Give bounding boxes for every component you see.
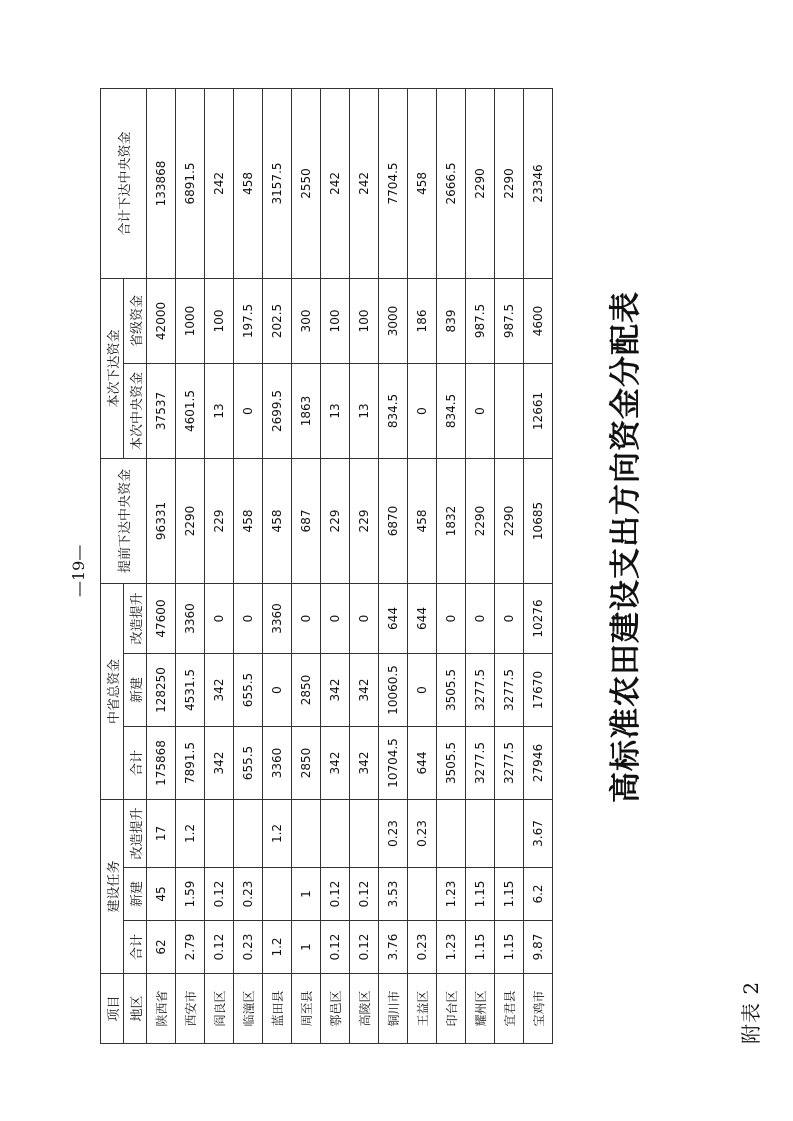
header-task-new: 新建 — [124, 868, 147, 921]
cell-task-upgrade — [321, 800, 350, 868]
cell-task-new: 6.2 — [524, 868, 553, 921]
cell-fund-upgrade: 0 — [292, 583, 321, 653]
cell-task-new: 0.12 — [350, 868, 379, 921]
cell-district: 印台区 — [437, 974, 466, 1044]
cell-current-central: 4601.5 — [176, 363, 205, 458]
cell-task-new: 1.15 — [466, 868, 495, 921]
cell-task-upgrade: 17 — [147, 800, 176, 868]
cell-fund-upgrade: 0 — [350, 583, 379, 653]
cell-total-central: 2290 — [495, 88, 524, 278]
cell-fund-upgrade: 644 — [379, 583, 408, 653]
cell-task-total: 1.2 — [263, 921, 292, 974]
cell-district: 宜君县 — [495, 974, 524, 1044]
cell-fund-total: 342 — [321, 727, 350, 800]
cell-task-total: 3.76 — [379, 921, 408, 974]
table-body — [147, 88, 553, 1043]
cell-fund-upgrade: 3360 — [176, 583, 205, 653]
cell-task-new — [408, 868, 437, 921]
cell-task-new: 45 — [147, 868, 176, 921]
cell-task-total: 1.15 — [495, 921, 524, 974]
cell-current-central: 37537 — [147, 363, 176, 458]
cell-task-total: 62 — [147, 921, 176, 974]
header-current-group: 本次下达资金 — [101, 278, 124, 458]
cell-task-new: 3.53 — [379, 868, 408, 921]
cell-district: 阎良区 — [205, 974, 234, 1044]
cell-advance: 96331 — [147, 458, 176, 583]
header-fund-group: 中省总资金 — [101, 583, 124, 799]
cell-fund-upgrade: 0 — [205, 583, 234, 653]
cell-provincial: 100 — [350, 278, 379, 363]
header-task-group: 建设任务 — [101, 800, 124, 974]
cell-task-upgrade — [350, 800, 379, 868]
cell-advance: 687 — [292, 458, 321, 583]
cell-fund-upgrade: 0 — [466, 583, 495, 653]
cell-fund-total: 3277.5 — [495, 727, 524, 800]
cell-fund-total: 342 — [205, 727, 234, 800]
cell-current-central: 834.5 — [379, 363, 408, 458]
cell-fund-total: 3277.5 — [466, 727, 495, 800]
cell-fund-new: 3505.5 — [437, 654, 466, 727]
cell-total-central: 2550 — [292, 88, 321, 278]
table-row — [437, 88, 466, 1043]
header-district: 地区 — [124, 974, 147, 1044]
cell-total-central: 242 — [205, 88, 234, 278]
cell-task-total: 2.79 — [176, 921, 205, 974]
cell-total-central: 133868 — [147, 88, 176, 278]
cell-district: 临潼区 — [234, 974, 263, 1044]
cell-current-central: 13 — [350, 363, 379, 458]
cell-advance: 458 — [234, 458, 263, 583]
page-number: —19— — [69, 544, 88, 597]
cell-fund-new: 10060.5 — [379, 654, 408, 727]
cell-advance: 6870 — [379, 458, 408, 583]
cell-fund-total: 655.5 — [234, 727, 263, 800]
cell-provincial: 42000 — [147, 278, 176, 363]
cell-task-total: 0.12 — [350, 921, 379, 974]
cell-task-total: 9.87 — [524, 921, 553, 974]
cell-fund-upgrade: 0 — [495, 583, 524, 653]
cell-provincial: 987.5 — [495, 278, 524, 363]
cell-task-upgrade: 1.2 — [263, 800, 292, 868]
cell-district: 高陵区 — [350, 974, 379, 1044]
page-title: 高标准农田建设支出方向资金分配表 — [608, 291, 644, 803]
table-row — [524, 88, 553, 1043]
header-task-upgrade: 改造提升 — [124, 800, 147, 868]
cell-advance: 2290 — [495, 458, 524, 583]
cell-fund-total: 7891.5 — [176, 727, 205, 800]
cell-fund-new: 0 — [408, 654, 437, 727]
cell-district: 周至县 — [292, 974, 321, 1044]
table-row — [379, 88, 408, 1043]
fund-allocation-table — [100, 88, 553, 1044]
cell-advance: 1832 — [437, 458, 466, 583]
cell-fund-new: 3277.5 — [495, 654, 524, 727]
cell-provincial: 3000 — [379, 278, 408, 363]
cell-district: 铜川市 — [379, 974, 408, 1044]
cell-fund-new: 2850 — [292, 654, 321, 727]
cell-advance: 229 — [350, 458, 379, 583]
cell-provincial: 1000 — [176, 278, 205, 363]
cell-task-new: 0.23 — [234, 868, 263, 921]
cell-district: 鄠邑区 — [321, 974, 350, 1044]
cell-total-central: 7704.5 — [379, 88, 408, 278]
cell-task-total: 1 — [292, 921, 321, 974]
cell-advance: 229 — [205, 458, 234, 583]
cell-task-upgrade: 3.67 — [524, 800, 553, 868]
header-fund-upgrade: 改造提升 — [124, 583, 147, 653]
table-row — [350, 88, 379, 1043]
cell-advance: 458 — [408, 458, 437, 583]
cell-task-new: 1.15 — [495, 868, 524, 921]
cell-provincial: 987.5 — [466, 278, 495, 363]
cell-current-central: 12661 — [524, 363, 553, 458]
cell-fund-total: 644 — [408, 727, 437, 800]
cell-task-new: 0.12 — [205, 868, 234, 921]
header-current-central: 本次中央资金 — [124, 363, 147, 458]
cell-provincial: 197.5 — [234, 278, 263, 363]
header-item: 项目 — [101, 974, 124, 1044]
cell-task-total: 0.23 — [408, 921, 437, 974]
cell-advance: 229 — [321, 458, 350, 583]
cell-total-central: 458 — [408, 88, 437, 278]
cell-district: 蓝田县 — [263, 974, 292, 1044]
cell-fund-new: 3277.5 — [466, 654, 495, 727]
cell-fund-total: 175868 — [147, 727, 176, 800]
header-total-central: 合计下达中央资金 — [101, 88, 147, 278]
table-row — [466, 88, 495, 1043]
cell-fund-upgrade: 644 — [408, 583, 437, 653]
cell-current-central: 834.5 — [437, 363, 466, 458]
cell-fund-total: 10704.5 — [379, 727, 408, 800]
cell-current-central: 2699.5 — [263, 363, 292, 458]
cell-provincial: 100 — [205, 278, 234, 363]
table-row — [263, 88, 292, 1043]
cell-current-central: 0 — [234, 363, 263, 458]
cell-district: 耀州区 — [466, 974, 495, 1044]
cell-fund-new: 342 — [321, 654, 350, 727]
appendix-label: 附表 2 — [739, 980, 763, 1044]
cell-district: 西安市 — [176, 974, 205, 1044]
cell-provincial: 300 — [292, 278, 321, 363]
cell-total-central: 458 — [234, 88, 263, 278]
header-task-total: 合计 — [124, 921, 147, 974]
cell-current-central: 0 — [466, 363, 495, 458]
cell-task-total: 0.12 — [321, 921, 350, 974]
cell-total-central: 242 — [321, 88, 350, 278]
cell-fund-total: 3360 — [263, 727, 292, 800]
cell-fund-upgrade: 10276 — [524, 583, 553, 653]
cell-fund-total: 2850 — [292, 727, 321, 800]
cell-task-new: 1.59 — [176, 868, 205, 921]
cell-fund-total: 27946 — [524, 727, 553, 800]
header-current-provincial: 省级资金 — [124, 278, 147, 363]
cell-fund-upgrade: 0 — [321, 583, 350, 653]
cell-total-central: 3157.5 — [263, 88, 292, 278]
cell-fund-upgrade: 0 — [437, 583, 466, 653]
cell-fund-total: 3505.5 — [437, 727, 466, 800]
cell-task-upgrade — [234, 800, 263, 868]
cell-task-upgrade — [466, 800, 495, 868]
cell-total-central: 2666.5 — [437, 88, 466, 278]
header-fund-new: 新建 — [124, 654, 147, 727]
cell-provincial: 186 — [408, 278, 437, 363]
cell-task-new: 1 — [292, 868, 321, 921]
cell-task-total: 1.23 — [437, 921, 466, 974]
cell-provincial: 4600 — [524, 278, 553, 363]
cell-task-total: 0.23 — [234, 921, 263, 974]
table-row — [292, 88, 321, 1043]
table-row — [176, 88, 205, 1043]
table-row — [495, 88, 524, 1043]
cell-task-upgrade: 0.23 — [379, 800, 408, 868]
cell-fund-new: 4531.5 — [176, 654, 205, 727]
cell-task-total: 1.15 — [466, 921, 495, 974]
cell-provincial: 100 — [321, 278, 350, 363]
cell-task-upgrade — [495, 800, 524, 868]
cell-fund-upgrade: 3360 — [263, 583, 292, 653]
table-row — [205, 88, 234, 1043]
cell-fund-new: 128250 — [147, 654, 176, 727]
cell-advance: 2290 — [176, 458, 205, 583]
cell-fund-new: 342 — [350, 654, 379, 727]
cell-district: 王益区 — [408, 974, 437, 1044]
table-row — [234, 88, 263, 1043]
cell-fund-upgrade: 0 — [234, 583, 263, 653]
cell-district: 宝鸡市 — [524, 974, 553, 1044]
cell-task-new — [263, 868, 292, 921]
cell-provincial: 202.5 — [263, 278, 292, 363]
cell-task-new: 1.23 — [437, 868, 466, 921]
cell-task-upgrade — [205, 800, 234, 868]
cell-current-central: 13 — [321, 363, 350, 458]
cell-total-central: 242 — [350, 88, 379, 278]
cell-current-central: 1863 — [292, 363, 321, 458]
cell-task-total: 0.12 — [205, 921, 234, 974]
cell-task-upgrade — [292, 800, 321, 868]
cell-task-upgrade: 0.23 — [408, 800, 437, 868]
cell-advance: 458 — [263, 458, 292, 583]
cell-current-central: 13 — [205, 363, 234, 458]
header-fund-total: 合计 — [124, 727, 147, 800]
cell-total-central: 6891.5 — [176, 88, 205, 278]
cell-task-upgrade: 1.2 — [176, 800, 205, 868]
table-row — [321, 88, 350, 1043]
cell-fund-total: 342 — [350, 727, 379, 800]
cell-district: 陕西省 — [147, 974, 176, 1044]
table-row — [408, 88, 437, 1043]
cell-current-central: 0 — [408, 363, 437, 458]
cell-fund-upgrade: 47600 — [147, 583, 176, 653]
cell-fund-new: 0 — [263, 654, 292, 727]
cell-task-upgrade — [437, 800, 466, 868]
cell-provincial: 839 — [437, 278, 466, 363]
cell-advance: 10685 — [524, 458, 553, 583]
cell-total-central: 23346 — [524, 88, 553, 278]
cell-advance: 2290 — [466, 458, 495, 583]
cell-fund-new: 342 — [205, 654, 234, 727]
table-row — [147, 88, 176, 1043]
cell-total-central: 2290 — [466, 88, 495, 278]
cell-current-central — [495, 363, 524, 458]
cell-task-new: 0.12 — [321, 868, 350, 921]
cell-fund-new: 655.5 — [234, 654, 263, 727]
header-advance-central: 提前下达中央资金 — [101, 458, 147, 583]
cell-fund-new: 17670 — [524, 654, 553, 727]
